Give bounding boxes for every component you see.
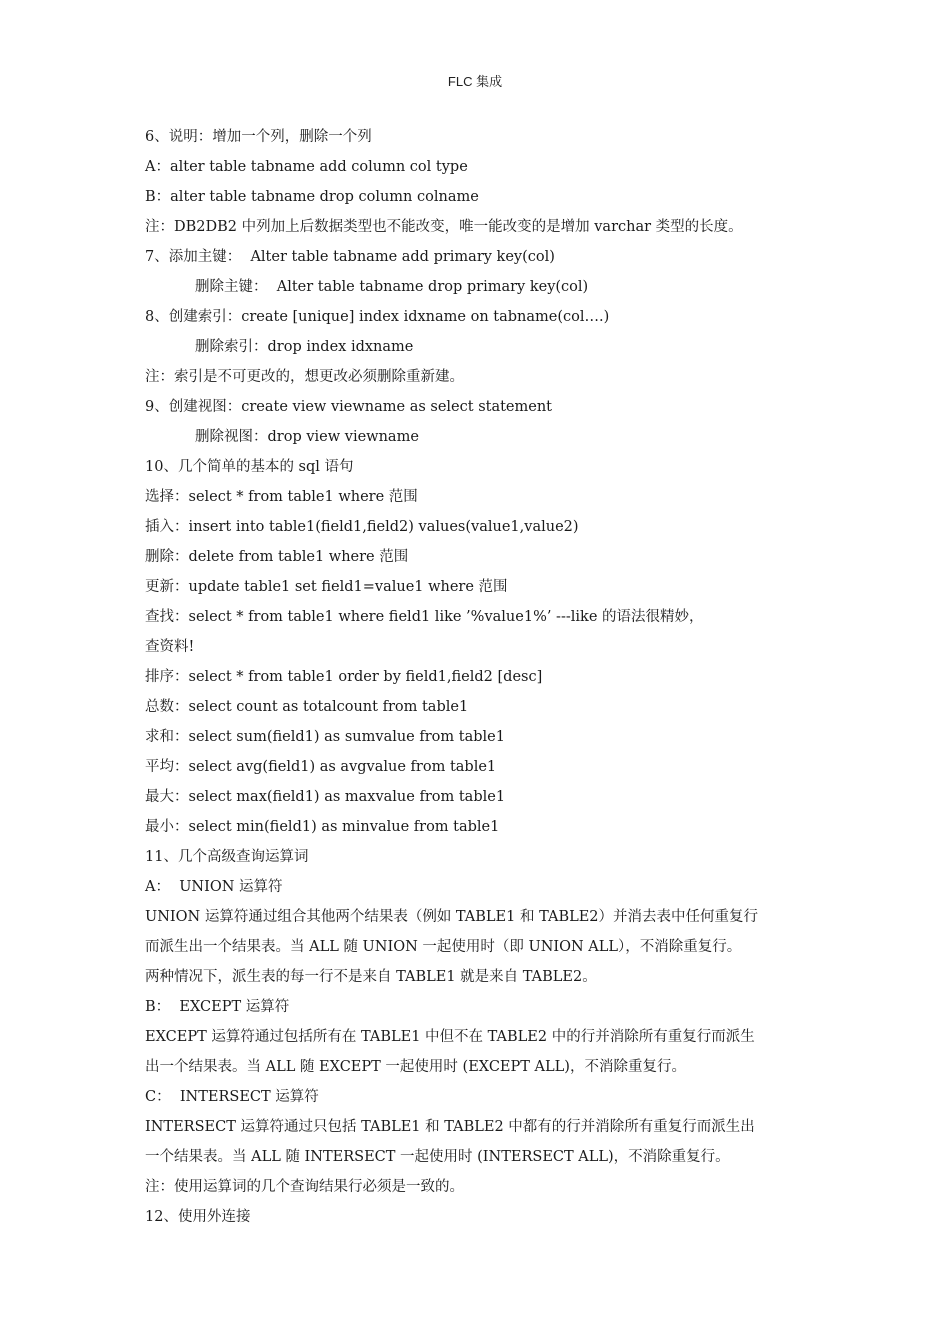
text-line: 删除视图：drop view viewname	[195, 429, 419, 445]
text-line: 选择：select * from table1 where 范围	[145, 489, 418, 505]
text-line: 两种情况下，派生表的每一行不是来自 TABLE1 就是来自 TABLE2。	[145, 969, 597, 985]
text-line: B： EXCEPT 运算符	[145, 999, 290, 1015]
text-line: 排序：select * from table1 order by field1,field2 [desc]	[145, 669, 543, 685]
text-line: 7、添加主键： Alter table tabname add primary key(col)	[145, 249, 555, 265]
text-line: 而派生出一个结果表。当 ALL 随 UNION 一起使用时（即 UNION ALL），不消除重复行。	[145, 939, 742, 955]
text-line: 删除：delete from table1 where 范围	[145, 549, 409, 565]
text-line: C： INTERSECT 运算符	[145, 1089, 319, 1105]
text-line: 注：DB2DB2 中列加上后数据类型也不能改变，唯一能改变的是增加 varchar 类型的长度。	[145, 219, 743, 235]
text-line: 求和：select sum(field1) as sumvalue from table1	[145, 729, 505, 745]
document-body	[145, 122, 815, 1232]
text-line: A： UNION 运算符	[145, 879, 283, 895]
text-line: 9、创建视图：create view viewname as select statement	[145, 399, 553, 415]
text-line: 出一个结果表。当 ALL 随 EXCEPT 一起使用时 (EXCEPT ALL)，不消除重复行。	[145, 1059, 686, 1075]
text-line: 查找：select * from table1 where field1 like ’%value1%’ ---like 的语法很精妙，	[145, 609, 704, 625]
text-line: 查资料!	[145, 639, 195, 655]
text-line: 11、几个高级查询运算词	[145, 849, 309, 865]
text-line: 注：索引是不可更改的，想更改必须删除重新建。	[145, 369, 464, 385]
text-line: 8、创建索引：create [unique] index idxname on tabname(col….)	[145, 309, 610, 325]
text-line: 12、使用外连接	[145, 1209, 251, 1225]
text-line: 6、说明：增加一个列，删除一个列	[145, 129, 372, 145]
text-line: EXCEPT 运算符通过包括所有在 TABLE1 中但不在 TABLE2 中的行并消除所有重复行而派生	[145, 1029, 755, 1045]
text-line: 删除主键： Alter table tabname drop primary key(col)	[195, 279, 589, 295]
header-title: FLC 集成	[447, 74, 503, 89]
text-line: 插入：insert into table1(field1,field2) values(value1,value2)	[145, 519, 579, 535]
text-line: 删除索引：drop index idxname	[195, 339, 414, 355]
text-line: 平均：select avg(field1) as avgvalue from table1	[145, 759, 497, 775]
text-line: UNION 运算符通过组合其他两个结果表（例如 TABLE1 和 TABLE2）并消去表中任何重复行	[145, 909, 759, 925]
text-line: 总数：select count as totalcount from table1	[145, 699, 469, 715]
text-line: 更新：update table1 set field1=value1 where 范围	[145, 579, 508, 595]
text-line: 最大：select max(field1) as maxvalue from table1	[145, 789, 506, 805]
text-line: 一个结果表。当 ALL 随 INTERSECT 一起使用时 (INTERSECT ALL)，不消除重复行。	[145, 1149, 730, 1165]
text-line: 最小：select min(field1) as minvalue from table1	[145, 819, 500, 835]
text-line: INTERSECT 运算符通过只包括 TABLE1 和 TABLE2 中都有的行并消除所有重复行而派生出	[145, 1119, 755, 1135]
text-line: 注：使用运算词的几个查询结果行必须是一致的。	[145, 1179, 464, 1195]
text-line: 10、几个简单的基本的 sql 语句	[145, 459, 354, 475]
text-line: A：alter table tabname add column col type	[145, 159, 468, 175]
page-header	[0, 71, 950, 90]
text-line: B：alter table tabname drop column colname	[145, 189, 479, 205]
